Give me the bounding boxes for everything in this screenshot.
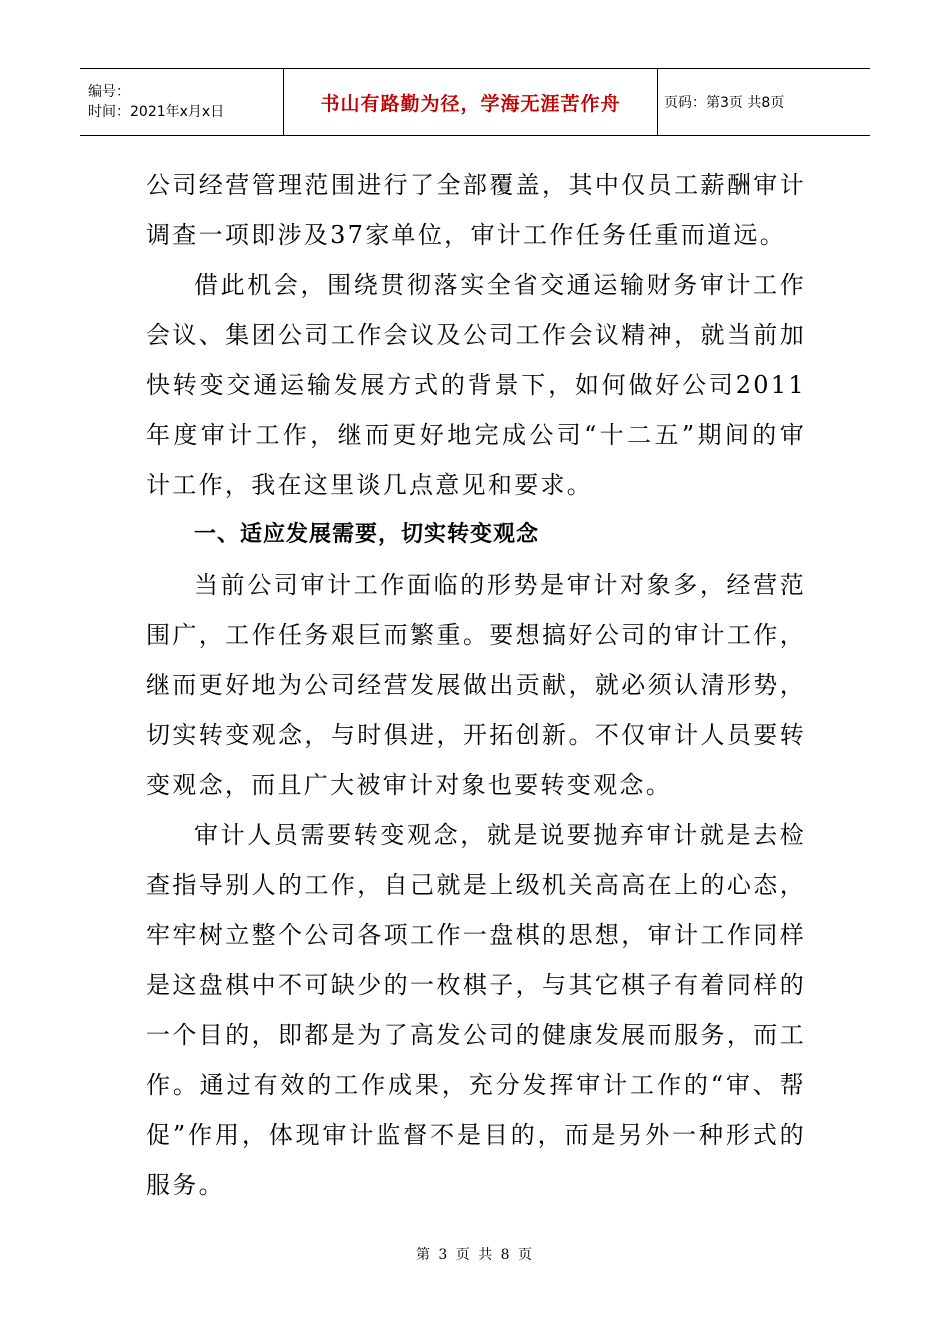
document-time: 时间：2021年x月x日 — [88, 104, 225, 120]
page-footer: 第 3 页 共 8 页 — [415, 1247, 535, 1263]
header-page-info: 页码：第3页 共8页 — [664, 95, 785, 111]
paragraph: 公司经营管理范围进行了全部覆盖，其中仅员工薪酬审计调查一项即涉及37家单位，审计工作任务任重而道远。 — [146, 171, 806, 249]
header-meta — [80, 69, 284, 135]
paragraph: 审计人员需要转变观念，就是说要抛弃审计就是去检查指导别人的工作，自己就是上级机关高高在上的心态，牢牢树立整个公司各项工作一盘棋的思想，审计工作同样是这盘棋中不可缺少的一枚棋子，与其它棋子有着同样的一个目的，即都是为了高发公司的健康发展而服务，而工作。通过有效的工作成果，充分发挥审计工作的“审、帮促”作用，体现审计监督不是目的，而是另外一种形式的服务。 — [146, 821, 806, 1199]
paragraph: 借此机会，围绕贯彻落实全省交通运输财务审计工作会议、集团公司工作会议及公司工作会议精神，就当前加快转变交通运输发展方式的背景下，如何做好公司2011年度审计工作，继而更好地完成公司“十二五”期间的审计工作，我在这里谈几点意见和要求。 — [146, 271, 806, 499]
header-motto: 书山有路勤为径，学海无涯苦作舟 — [284, 69, 658, 135]
page-header — [80, 68, 870, 136]
document-body — [146, 160, 806, 1210]
section-heading: 一、适应发展需要，切实转变观念 — [194, 522, 540, 547]
paragraph: 当前公司审计工作面临的形势是审计对象多，经营范围广，工作任务艰巨而繁重。要想搞好公司的审计工作，继而更好地为公司经营发展做出贡献，就必须认清形势，切实转变观念，与时俱进，开拓创新。不仅审计人员要转变观念，而且广大被审计对象也要转变观念。 — [146, 571, 806, 799]
document-number: 编号： — [88, 84, 130, 100]
